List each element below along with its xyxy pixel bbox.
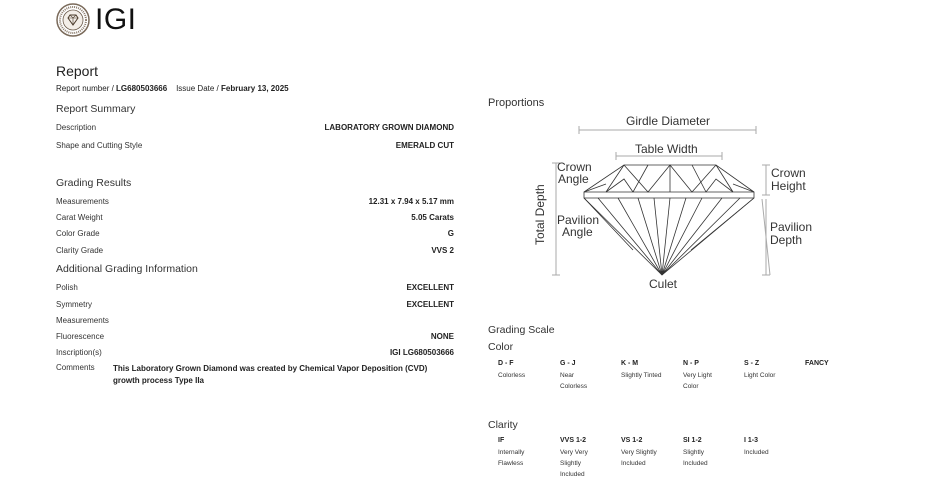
clarity-scale-item [744,435,788,458]
row-label: Symmetry [56,300,92,309]
row-label: Measurements [56,197,109,206]
proportions-heading: Proportions [488,97,545,109]
additional-info-heading: Additional Grading Information [56,263,198,275]
row-label: Clarity Grade [56,246,104,255]
clarity-scale-item [498,435,532,469]
crown-angle-label-2: Angle [558,172,589,186]
row-label: Shape and Cutting Style [56,141,143,150]
color-desc: Slightly Tinted [621,372,662,379]
color-desc: Light Color [744,372,776,379]
row-measurements [56,197,454,209]
clarity-desc: Internally Flawless [498,449,525,467]
report-meta [56,84,289,93]
row-color-grade [56,229,454,241]
proportions-and-scale [488,0,928,486]
color-grade: G - J [560,360,576,367]
culet-label: Culet [649,277,678,291]
crown-height-line [762,165,770,195]
girdle-diameter-label: Girdle Diameter [626,114,711,128]
crown-height-label-1: Crown [771,166,806,180]
pavilion-depth-line [762,199,770,275]
issue-date-label: Issue Date / [176,84,221,93]
report-number-label: Report number / [56,84,117,93]
grading-scale-heading: Grading Scale [488,324,555,336]
clarity-desc: Included [744,449,769,456]
grading-results-heading: Grading Results [56,177,132,189]
color-scale-heading: Color [488,341,514,353]
color-scale-item [683,358,719,392]
pavilion-angle-label-1: Pavilion [557,213,600,227]
proportions-diagram [528,110,858,295]
igi-seal-icon [56,3,90,37]
row-label: Description [56,123,97,132]
clarity-grade: VVS 1-2 [560,437,587,444]
comments-value: This Laboratory Grown Diamond was created by Chemical Vapor Deposition (CVD) growth process Type IIa [113,364,428,385]
row-label: Carat Weight [56,213,103,222]
row-value: NONE [430,332,454,341]
diamond-profile [584,165,754,275]
pavilion-depth-label-1: Pavilion [770,220,813,234]
color-grade: N - P [683,360,699,367]
row-label: Polish [56,283,78,292]
clarity-desc: Very Very Slightly Included [560,449,588,478]
crown-angle-label-1: Crown [557,160,592,174]
color-scale-item [560,358,592,392]
color-scale-item [621,358,681,381]
color-scale-item [744,358,794,381]
row-symmetry [56,300,454,312]
row-value: 5.05 Carats [411,213,454,222]
pavilion-depth-label-2: Depth [770,233,803,247]
pavilion-angle-label-2: Angle [562,225,593,239]
row-value: EXCELLENT [406,300,454,309]
row-label: Color Grade [56,229,100,238]
comments-label: Comments [56,363,95,372]
row-label: Measurements [56,316,109,325]
row-value: VVS 2 [431,246,454,255]
clarity-scale-heading: Clarity [488,419,518,431]
row-shape [56,141,454,153]
issue-date: February 13, 2025 [221,84,289,93]
clarity-scale-item [621,435,665,469]
report-title: Report [56,63,99,79]
report-number: LG680503666 [116,84,168,93]
color-grade: D - F [498,360,514,367]
color-desc: Near Colorless [560,372,588,390]
clarity-scale-item [683,435,717,469]
row-additional-measurements [56,316,454,328]
color-grade: S - Z [744,360,760,367]
clarity-grade: VS 1-2 [621,437,643,444]
row-value: G [447,229,454,238]
color-desc: Colorless [498,372,526,379]
row-polish [56,283,454,295]
color-scale-item [805,358,849,370]
clarity-grade: I 1-3 [744,437,759,444]
row-value: EMERALD CUT [395,141,454,150]
row-clarity-grade [56,246,454,258]
row-value: IGI LG680503666 [389,348,454,357]
row-label: Inscription(s) [56,348,102,357]
crown-height-label-2: Height [771,179,806,193]
brand-name: IGI [95,3,137,36]
row-value: EXCELLENT [406,283,454,292]
clarity-grade: SI 1-2 [683,437,702,444]
clarity-desc: Very Slightly Included [621,449,657,467]
color-grade: FANCY [805,360,829,367]
row-carat [56,213,454,225]
igi-logo [56,3,137,37]
report-summary-heading: Report Summary [56,103,136,115]
color-desc: Very Light Color [683,372,712,390]
clarity-desc: Slightly Included [683,449,708,467]
table-width-label: Table Width [635,142,698,156]
row-value: 12.31 x 7.94 x 5.17 mm [368,197,454,206]
clarity-grade: IF [498,437,505,444]
color-scale-item [498,358,542,381]
row-inscription [56,348,454,360]
row-fluorescence [56,332,454,344]
color-grade: K - M [621,360,639,367]
row-description [56,123,454,135]
row-value: LABORATORY GROWN DIAMOND [324,123,454,132]
row-label: Fluorescence [56,332,105,341]
clarity-scale-item [560,435,594,480]
total-depth-label: Total Depth [533,184,547,245]
